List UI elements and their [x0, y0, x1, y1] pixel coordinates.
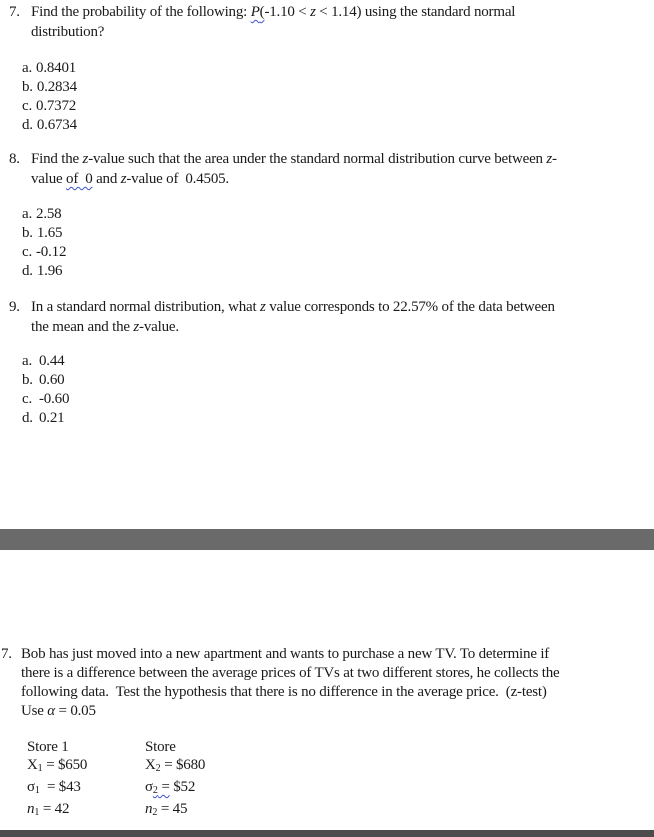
- option-letter: b.: [22, 225, 33, 241]
- question-9-text: [31, 297, 555, 337]
- value-run: $52: [169, 779, 196, 795]
- squiggle-run: of 0: [66, 171, 93, 187]
- option-value: 0.8401: [36, 60, 77, 76]
- question-9-line-1: [31, 297, 555, 317]
- squiggle-run: [153, 779, 170, 795]
- option-letter: d.: [22, 410, 33, 426]
- store-1-n-row: [27, 800, 87, 822]
- option-value: 1.96: [36, 263, 63, 279]
- page-break-divider: [0, 529, 654, 550]
- italic-z: z: [82, 151, 89, 167]
- text-run: -: [552, 151, 557, 167]
- italic-alpha: α: [47, 703, 55, 719]
- option-row: [22, 205, 66, 224]
- value-run: = $680: [160, 757, 206, 773]
- question-7-block: [9, 2, 515, 42]
- option-row: [22, 352, 69, 371]
- symbol-n: n: [27, 801, 35, 817]
- store-1-column: [27, 738, 87, 822]
- symbol-x: X: [27, 757, 38, 773]
- value-run: = 45: [157, 801, 188, 817]
- option-letter: c.: [22, 98, 33, 114]
- italic-z: z: [546, 151, 553, 167]
- text-run: Use: [21, 703, 48, 719]
- option-value: 0.21: [39, 410, 65, 426]
- option-value: 0.6734: [36, 117, 77, 133]
- question-7b-line-1: Bob has just moved into a new apartment and wants to purchase a new TV. To determine if: [21, 646, 550, 662]
- question-7-options: [22, 59, 77, 135]
- option-letter: a.: [22, 353, 33, 369]
- option-letter: a.: [22, 206, 33, 222]
- option-value: -0.12: [36, 244, 67, 260]
- text-run: In a standard normal distribution, what: [31, 299, 261, 315]
- option-row: [22, 409, 69, 428]
- option-letter: c.: [22, 391, 33, 407]
- text-run: Find the: [31, 151, 83, 167]
- option-letter: a.: [22, 60, 33, 76]
- question-7b-block: [1, 645, 559, 721]
- text-run: -value such that the area under the standard normal distribution curve between: [88, 151, 547, 167]
- equals-run: =: [157, 779, 170, 795]
- question-7b-text: [21, 645, 559, 721]
- question-9-line-2: [31, 317, 555, 337]
- text-run: -value.: [139, 319, 179, 335]
- question-8-line-2: [31, 169, 557, 189]
- option-letter: d.: [22, 117, 33, 133]
- store-1-sigma-row: [27, 778, 87, 800]
- question-7-number: 7.: [9, 4, 20, 20]
- store-1-header: Store 1: [27, 739, 69, 755]
- option-row: [22, 243, 66, 262]
- option-letter: c.: [22, 244, 33, 260]
- value-run: = 42: [39, 801, 70, 817]
- question-7-text: [31, 2, 515, 42]
- question-7b-line-2: there is a difference between the average prices of TVs at two different stores, he collects the: [21, 665, 560, 681]
- question-7b-number: 7.: [1, 646, 12, 662]
- option-letter: d.: [22, 263, 33, 279]
- subscript: 1: [34, 807, 40, 818]
- store-2-mean-row: [145, 756, 205, 778]
- question-7-line-2: distribution?: [31, 24, 105, 40]
- store-1-mean-row: [27, 756, 87, 778]
- option-row: [22, 262, 66, 281]
- symbol-x: X: [145, 757, 156, 773]
- store-2-column: [145, 738, 205, 822]
- text-run: -value of 0.4505.: [126, 171, 229, 187]
- subscript: 2: [155, 763, 161, 774]
- option-letter: b.: [22, 372, 33, 388]
- text-run: value: [31, 171, 67, 187]
- text-run: the mean and the: [31, 319, 134, 335]
- question-8-line-1: [31, 149, 557, 169]
- text-run: value corresponds to 22.57% of the data between: [265, 299, 555, 315]
- question-8-block: [9, 149, 557, 189]
- option-value: 2.58: [36, 206, 62, 222]
- italic-z: z: [310, 4, 316, 20]
- subscript: 1: [37, 763, 43, 774]
- text-run: Find the probability of the following:: [31, 4, 251, 20]
- text-run: < 1.14) using the standard normal: [315, 4, 516, 20]
- option-row: [22, 78, 77, 97]
- question-7-line-1: [31, 2, 515, 22]
- question-8-text: [31, 149, 557, 189]
- squiggle-run: [251, 4, 265, 20]
- symbol-sigma: σ: [27, 779, 35, 795]
- value-run: = $43: [39, 779, 81, 795]
- option-value: -0.60: [39, 391, 70, 407]
- option-value: 0.2834: [36, 79, 77, 95]
- symbol-n: n: [145, 801, 153, 817]
- question-9-number: 9.: [9, 299, 20, 315]
- text-run: (: [259, 4, 265, 20]
- italic-z: z: [120, 171, 127, 187]
- store-2-sigma-row: [145, 778, 205, 800]
- bottom-page-divider: [0, 830, 654, 837]
- text-run: and: [92, 171, 121, 187]
- text-run: = 0.05: [54, 703, 96, 719]
- question-9-options: [22, 352, 69, 428]
- option-letter: b.: [22, 79, 33, 95]
- option-row: [22, 371, 69, 390]
- option-value: 0.44: [39, 353, 65, 369]
- value-run: = $650: [42, 757, 88, 773]
- text-run: -1.10 <: [264, 4, 311, 20]
- option-row: [22, 116, 77, 135]
- store-2-n-row: [145, 800, 205, 822]
- subscript: 2: [152, 807, 158, 818]
- option-value: 1.65: [36, 225, 63, 241]
- question-9-block: [9, 297, 555, 337]
- option-row: [22, 59, 77, 78]
- italic-z: z: [133, 319, 140, 335]
- italic-z: z: [260, 299, 266, 315]
- option-row: [22, 97, 77, 116]
- subscript: 2: [152, 785, 158, 796]
- question-7b-line-3: following data. Test the hypothesis that there is no difference in the average price. (z-test): [21, 684, 547, 700]
- symbol-sigma: σ: [145, 779, 153, 795]
- question-8-number: 8.: [9, 151, 20, 167]
- option-row: [22, 390, 69, 409]
- option-value: 0.60: [39, 372, 65, 388]
- italic-p: P: [250, 4, 260, 20]
- question-8-options: [22, 205, 66, 281]
- option-row: [22, 224, 66, 243]
- option-value: 0.7372: [36, 98, 77, 114]
- subscript: 1: [34, 785, 40, 796]
- store-2-header: Store: [145, 739, 176, 755]
- question-7b-line-4: [21, 702, 559, 721]
